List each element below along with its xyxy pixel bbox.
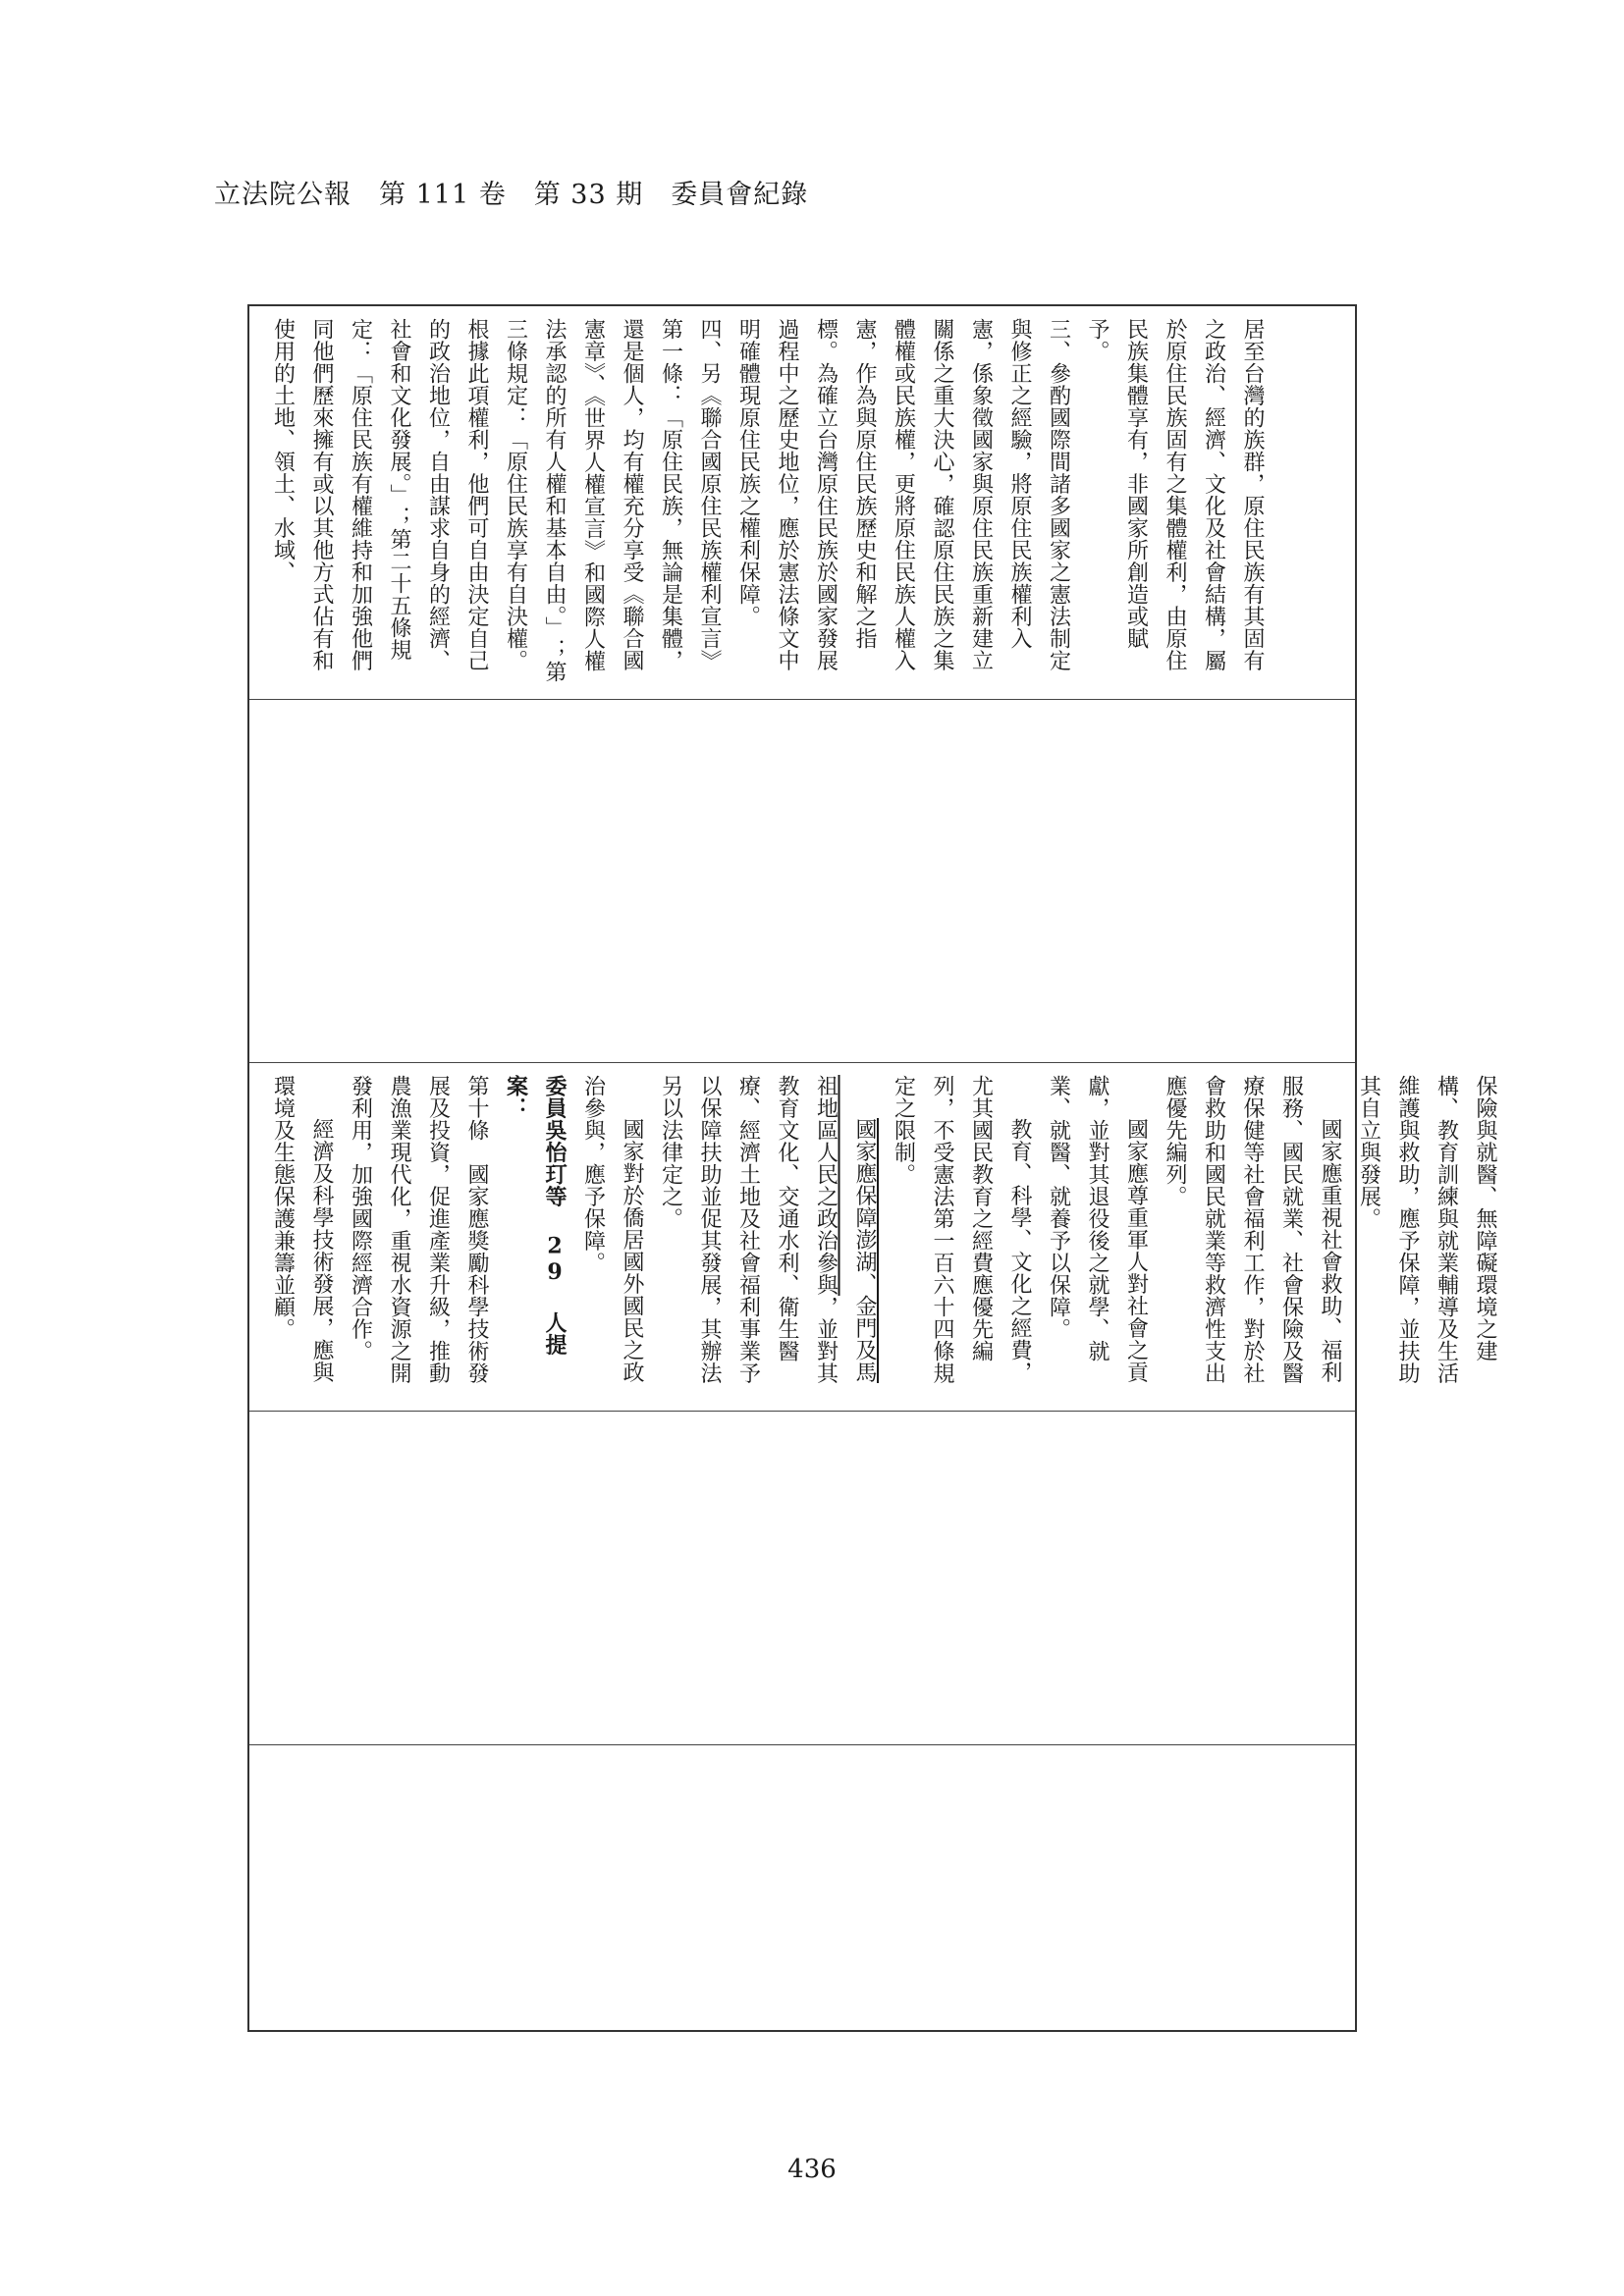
proposal-paragraph: 國家應尊重軍人對社會之貢獻，並對其退役後之就學、就業、就醫、就養予以保障。 (1046, 1075, 1149, 1383)
proposal-text (263, 1075, 1504, 1399)
proposal-paragraph: 國家對於僑居國外國民之政治參與，應予保障。 (580, 1075, 644, 1383)
comparison-table (247, 304, 1497, 2032)
proposal-paragraph-rest: ，並對其教育文化、交通水利、衛生醫療、經濟土地及社會福利事業予以保障扶助並促其發展，其辦法另以法律定之。 (658, 1075, 839, 1384)
explanation-paragraph: 居至台灣的族群，原住民族有其固有之政治、經濟、文化及社會結構，屬於原住民族固有之集體權利，由原住民族集體享有，非國家所創造或賦予。 (1085, 318, 1265, 671)
bulletin-header: 立法院公報 第 111 卷 第 33 期 委員會紀錄 (214, 180, 809, 210)
article-10-paragraph: 經濟及科學技術發展，應與環境及生態保護兼籌並顧。 (270, 1075, 334, 1383)
explanation-item-3: 三、參酌國際間諸多國家之憲法制定與修正之經驗，將原住民族權利入憲，係象徵國家與原住民族重新建立關係之重大決心，確認原住民族之集體權或民族權，更將原住民族人權入憲，作為與原住民族歷史和解之指標。為確立台灣原住民族於國家發展過程中之歷史地位，應於憲法條文中明確體現原住民族之權利保障。 (735, 318, 1071, 671)
table-panel-empty-1 (249, 699, 1355, 1062)
proposer-line: 委員吳怡玎等 29 人提案： (503, 1075, 568, 1356)
proposal-paragraph: 教育、科學、文化之經費，尤其國民教育之經費應優先編列，不受憲法第一百六十四條規定之限制。 (891, 1075, 1032, 1384)
article-10-paragraph: 第十條 國家應獎勵科學技術發展及投資，促進產業升級，推動農漁業現代化，重視水資源之開發利用，加強國際經濟合作。 (348, 1075, 489, 1384)
table-panel-empty-3 (249, 1744, 1355, 2030)
underlined-amendment: 國家應保障澎湖、金門及馬祖地區人民之政治參與 (813, 1075, 877, 1383)
page-number: 436 (787, 2155, 837, 2184)
proposal-paragraph-kinmen-matsu (651, 1075, 884, 1399)
table-panel-empty-2 (249, 1411, 1355, 1744)
explanation-item-4: 四、另《聯合國原住民族權利宣言》第一條：「原住民族，無論是集體，還是個人，均有權充分享受《聯合國憲章》、《世界人權宣言》和國際人權法承認的所有人權和基本自由。」；第三條規定：「原住民族享有自決權。根據此項權利，他們可自由決定自己的政治地位，自由謀求自身的經濟、社會和文化發展。」；第二十五條規定：「原住民族有權維持和加強他們同他們歷來擁有或以其他方式佔有和使用的土地、領土、水域、 (270, 318, 722, 683)
table-panel-explanation (249, 306, 1355, 699)
explanation-text (263, 318, 1272, 687)
proposal-paragraph: 保險與就醫、無障礙環境之建構、教育訓練與就業輔導及生活維護與救助，應予保障，並扶助其自立與發展。 (1356, 1075, 1497, 1384)
proposal-paragraph: 國家應重視社會救助、福利服務、國民就業、社會保險及醫療保健等社會福利工作，對於社會救助和國民就業等救濟性支出應優先編列。 (1163, 1075, 1342, 1384)
table-panel-proposal (249, 1062, 1497, 1411)
